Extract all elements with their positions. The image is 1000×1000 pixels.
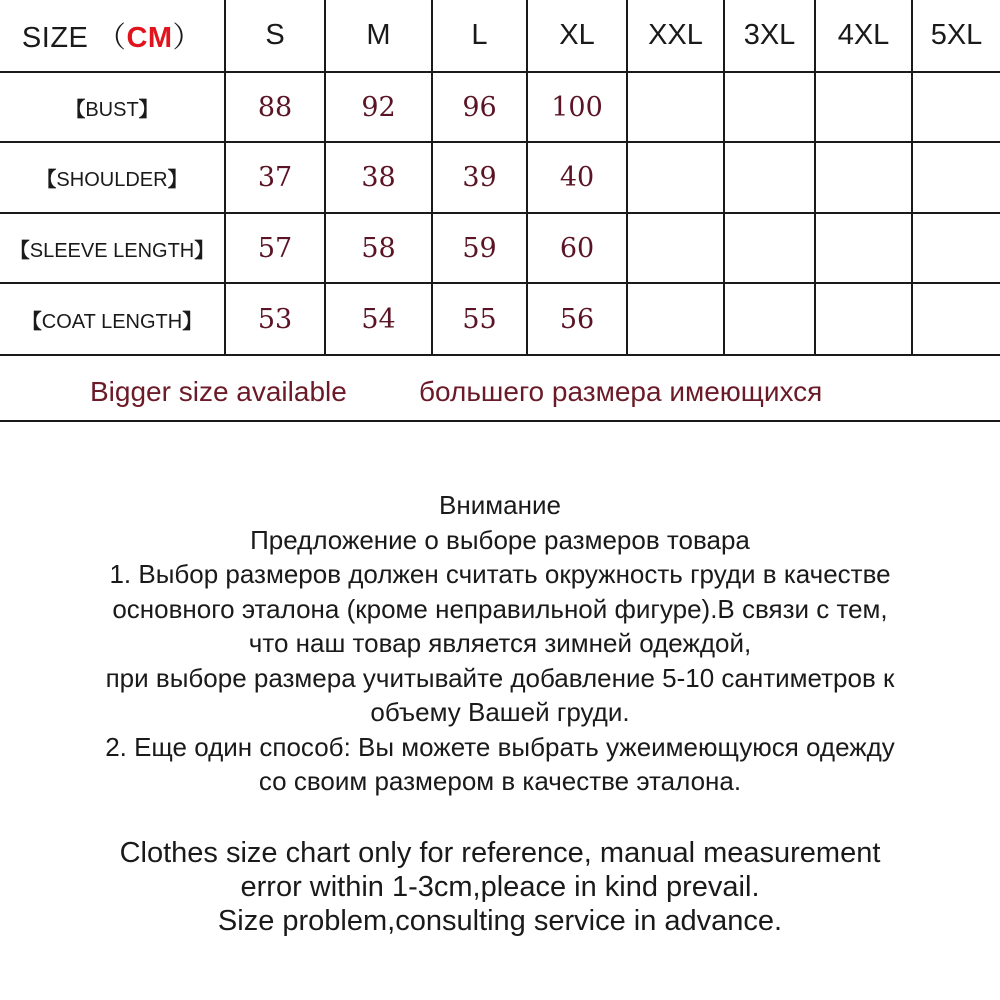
table-cell: 88 <box>226 73 326 141</box>
en-line: Clothes size chart only for reference, manual measurement <box>119 837 881 869</box>
table-cell: 56 <box>528 284 628 354</box>
table-row-bust <box>0 73 1000 143</box>
col-header-xl: XL <box>528 0 628 71</box>
col-header-xxl: XXL <box>628 0 725 71</box>
table-cell <box>628 214 725 282</box>
ru-line: Предложение о выборе размеров товара <box>250 524 750 555</box>
bigger-size-note-ru: большего размера имеющихся <box>419 376 823 407</box>
table-cell: 53 <box>226 284 326 354</box>
table-row-shoulder <box>0 143 1000 214</box>
table-cell: 60 <box>528 214 628 282</box>
table-cell <box>816 284 913 354</box>
size-advice-ru <box>0 488 1000 799</box>
row-label-sleeve-length: 【SLEEVE LENGTH】 <box>0 214 226 282</box>
col-header-m: M <box>326 0 433 71</box>
ru-line: 1. Выбор размеров должен считать окружность груди в качестве <box>109 559 891 589</box>
size-label-close: ） <box>172 22 203 54</box>
col-header-5xl: 5XL <box>930 19 983 51</box>
ru-line: Внимание <box>439 490 561 520</box>
bigger-size-note-en: Bigger size available <box>90 376 347 407</box>
ru-line: при выборе размера учитывайте добавление 5-10 сантиметров к <box>105 662 895 693</box>
ru-line: объему Вашей груди. <box>370 697 630 727</box>
table-cell: 39 <box>433 143 528 212</box>
table-cell <box>725 73 816 141</box>
table-cell <box>913 73 1000 141</box>
table-row-coat-length <box>0 284 1000 354</box>
ru-line: со своим размером в качестве эталона. <box>258 766 742 796</box>
table-cell <box>913 214 1000 282</box>
table-cell <box>725 143 816 212</box>
size-label: SIZE （ <box>21 22 127 54</box>
table-cell: 37 <box>226 143 326 212</box>
table-cell: 54 <box>326 284 433 354</box>
table-cell: 100 <box>528 73 628 141</box>
table-cell: 58 <box>326 214 433 282</box>
table-cell: 57 <box>226 214 326 282</box>
ru-line: 2. Еще один способ: Вы можете выбрать ужеимеющуюся одежду <box>105 731 895 762</box>
row-label-coat-length: 【COAT LENGTH】 <box>0 284 226 354</box>
table-cell <box>725 214 816 282</box>
table-cell: 55 <box>433 284 528 354</box>
row-label-shoulder: 【SHOULDER】 <box>0 143 226 212</box>
table-cell <box>628 143 725 212</box>
col-header-l: L <box>433 0 528 71</box>
table-cell: 92 <box>326 73 433 141</box>
ru-line: основного эталона (кроме неправильной фигуре).В связи с тем, <box>112 593 888 624</box>
table-cell <box>816 143 913 212</box>
table-cell <box>725 284 816 354</box>
table-cell <box>628 284 725 354</box>
col-header-s: S <box>226 0 326 71</box>
unit-label: CM <box>126 22 173 54</box>
table-cell: 96 <box>433 73 528 141</box>
col-header-3xl: 3XL <box>725 0 816 71</box>
size-unit-header <box>0 0 226 71</box>
col-header-4xl: 4XL <box>816 0 913 71</box>
table-row-sleeve-length <box>0 214 1000 284</box>
size-disclaimer-en <box>0 836 1000 938</box>
header-row <box>0 0 1000 73</box>
table-cell <box>913 284 1000 354</box>
table-cell <box>628 73 725 141</box>
en-line: error within 1-3cm,pleace in kind prevail. <box>240 871 760 903</box>
table-cell: 40 <box>528 143 628 212</box>
en-line: Size problem,consulting service in advance. <box>217 905 783 937</box>
table-cell <box>913 143 1000 212</box>
table-cell: 59 <box>433 214 528 282</box>
table-cell <box>816 73 913 141</box>
ru-line: что наш товар является зимней одеждой, <box>248 628 752 658</box>
table-cell: 38 <box>326 143 433 212</box>
table-cell <box>816 214 913 282</box>
row-label-bust: 【BUST】 <box>0 73 226 141</box>
